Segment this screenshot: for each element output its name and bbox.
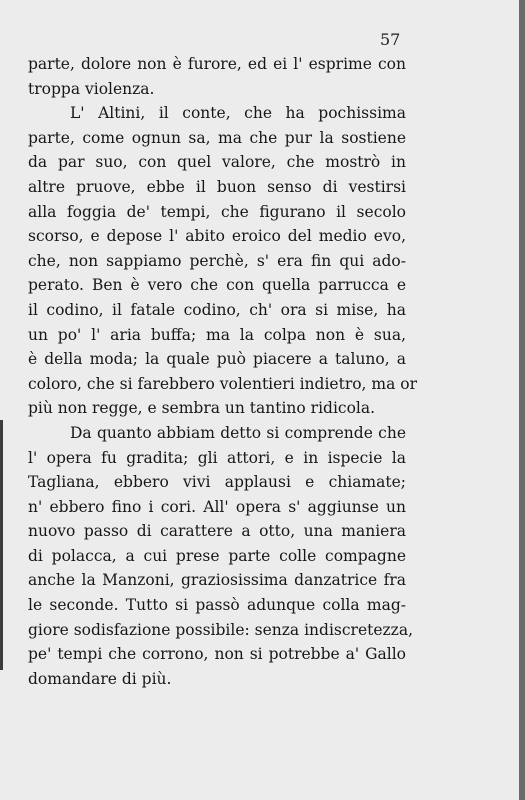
text-line: più non regge, e sembra un tantino ridicola.	[28, 399, 376, 418]
text-line: giore sodisfazione possibile: senza indiscretezza,	[28, 620, 414, 639]
text-line: Tagliana, ebbero vivi applausi e chiamate;	[28, 473, 406, 492]
text-line: di polacca, a cui prese parte colle compagne	[28, 546, 406, 565]
text-line: coloro, che si farebbero volentieri indietro, ma or	[28, 374, 418, 393]
text-line: le seconde. Tutto si passò adunque colla mag-	[28, 596, 406, 615]
text-line: L' Altini, il conte, che ha pochissima	[70, 104, 406, 123]
text-line: altre pruove, ebbe il buon senso di vestirsi	[28, 177, 406, 196]
text-line: parte, come ognun sa, ma che pur la sostiene	[28, 128, 406, 147]
text-line: il codino, il fatale codino, ch' ora si mise, ha	[28, 300, 406, 319]
text-line: un po' l' aria buffa; ma la colpa non è sua,	[28, 325, 406, 344]
text-line: da par suo, con quel valore, che mostrò in	[28, 153, 406, 172]
body-text	[28, 52, 418, 691]
text-line: anche la Manzoni, graziosissima danzatrice fra	[28, 571, 406, 590]
text-line: domandare di più.	[28, 669, 172, 688]
text-line: perato. Ben è vero che con quella parrucca e	[28, 276, 406, 295]
text-line: è della moda; la quale può piacere a taluno, a	[28, 350, 406, 369]
text-line: alla foggia de' tempi, che figurano il secolo	[28, 202, 406, 221]
text-line: scorso, e depose l' abito eroico del medio evo,	[28, 227, 406, 246]
text-line: che, non sappiamo perchè, s' era fin qui ado-	[28, 251, 406, 270]
page-edge-shadow	[0, 420, 3, 670]
text-line: parte, dolore non è furore, ed ei l' esprime con	[28, 55, 406, 73]
text-line: Da quanto abbiam detto si comprende che	[70, 423, 406, 442]
text-line: pe' tempi che corrono, non si potrebbe a' Gallo	[28, 645, 406, 664]
text-line: n' ebbero fino i cori. All' opera s' aggiunse un	[28, 497, 406, 516]
text-line: troppa violenza.	[28, 79, 155, 98]
page-number: 57	[380, 30, 401, 49]
text-line: nuovo passo di carattere a otto, una maniera	[28, 522, 406, 541]
text-line: l' opera fu gradita; gli attori, e in ispecie la	[28, 448, 406, 467]
